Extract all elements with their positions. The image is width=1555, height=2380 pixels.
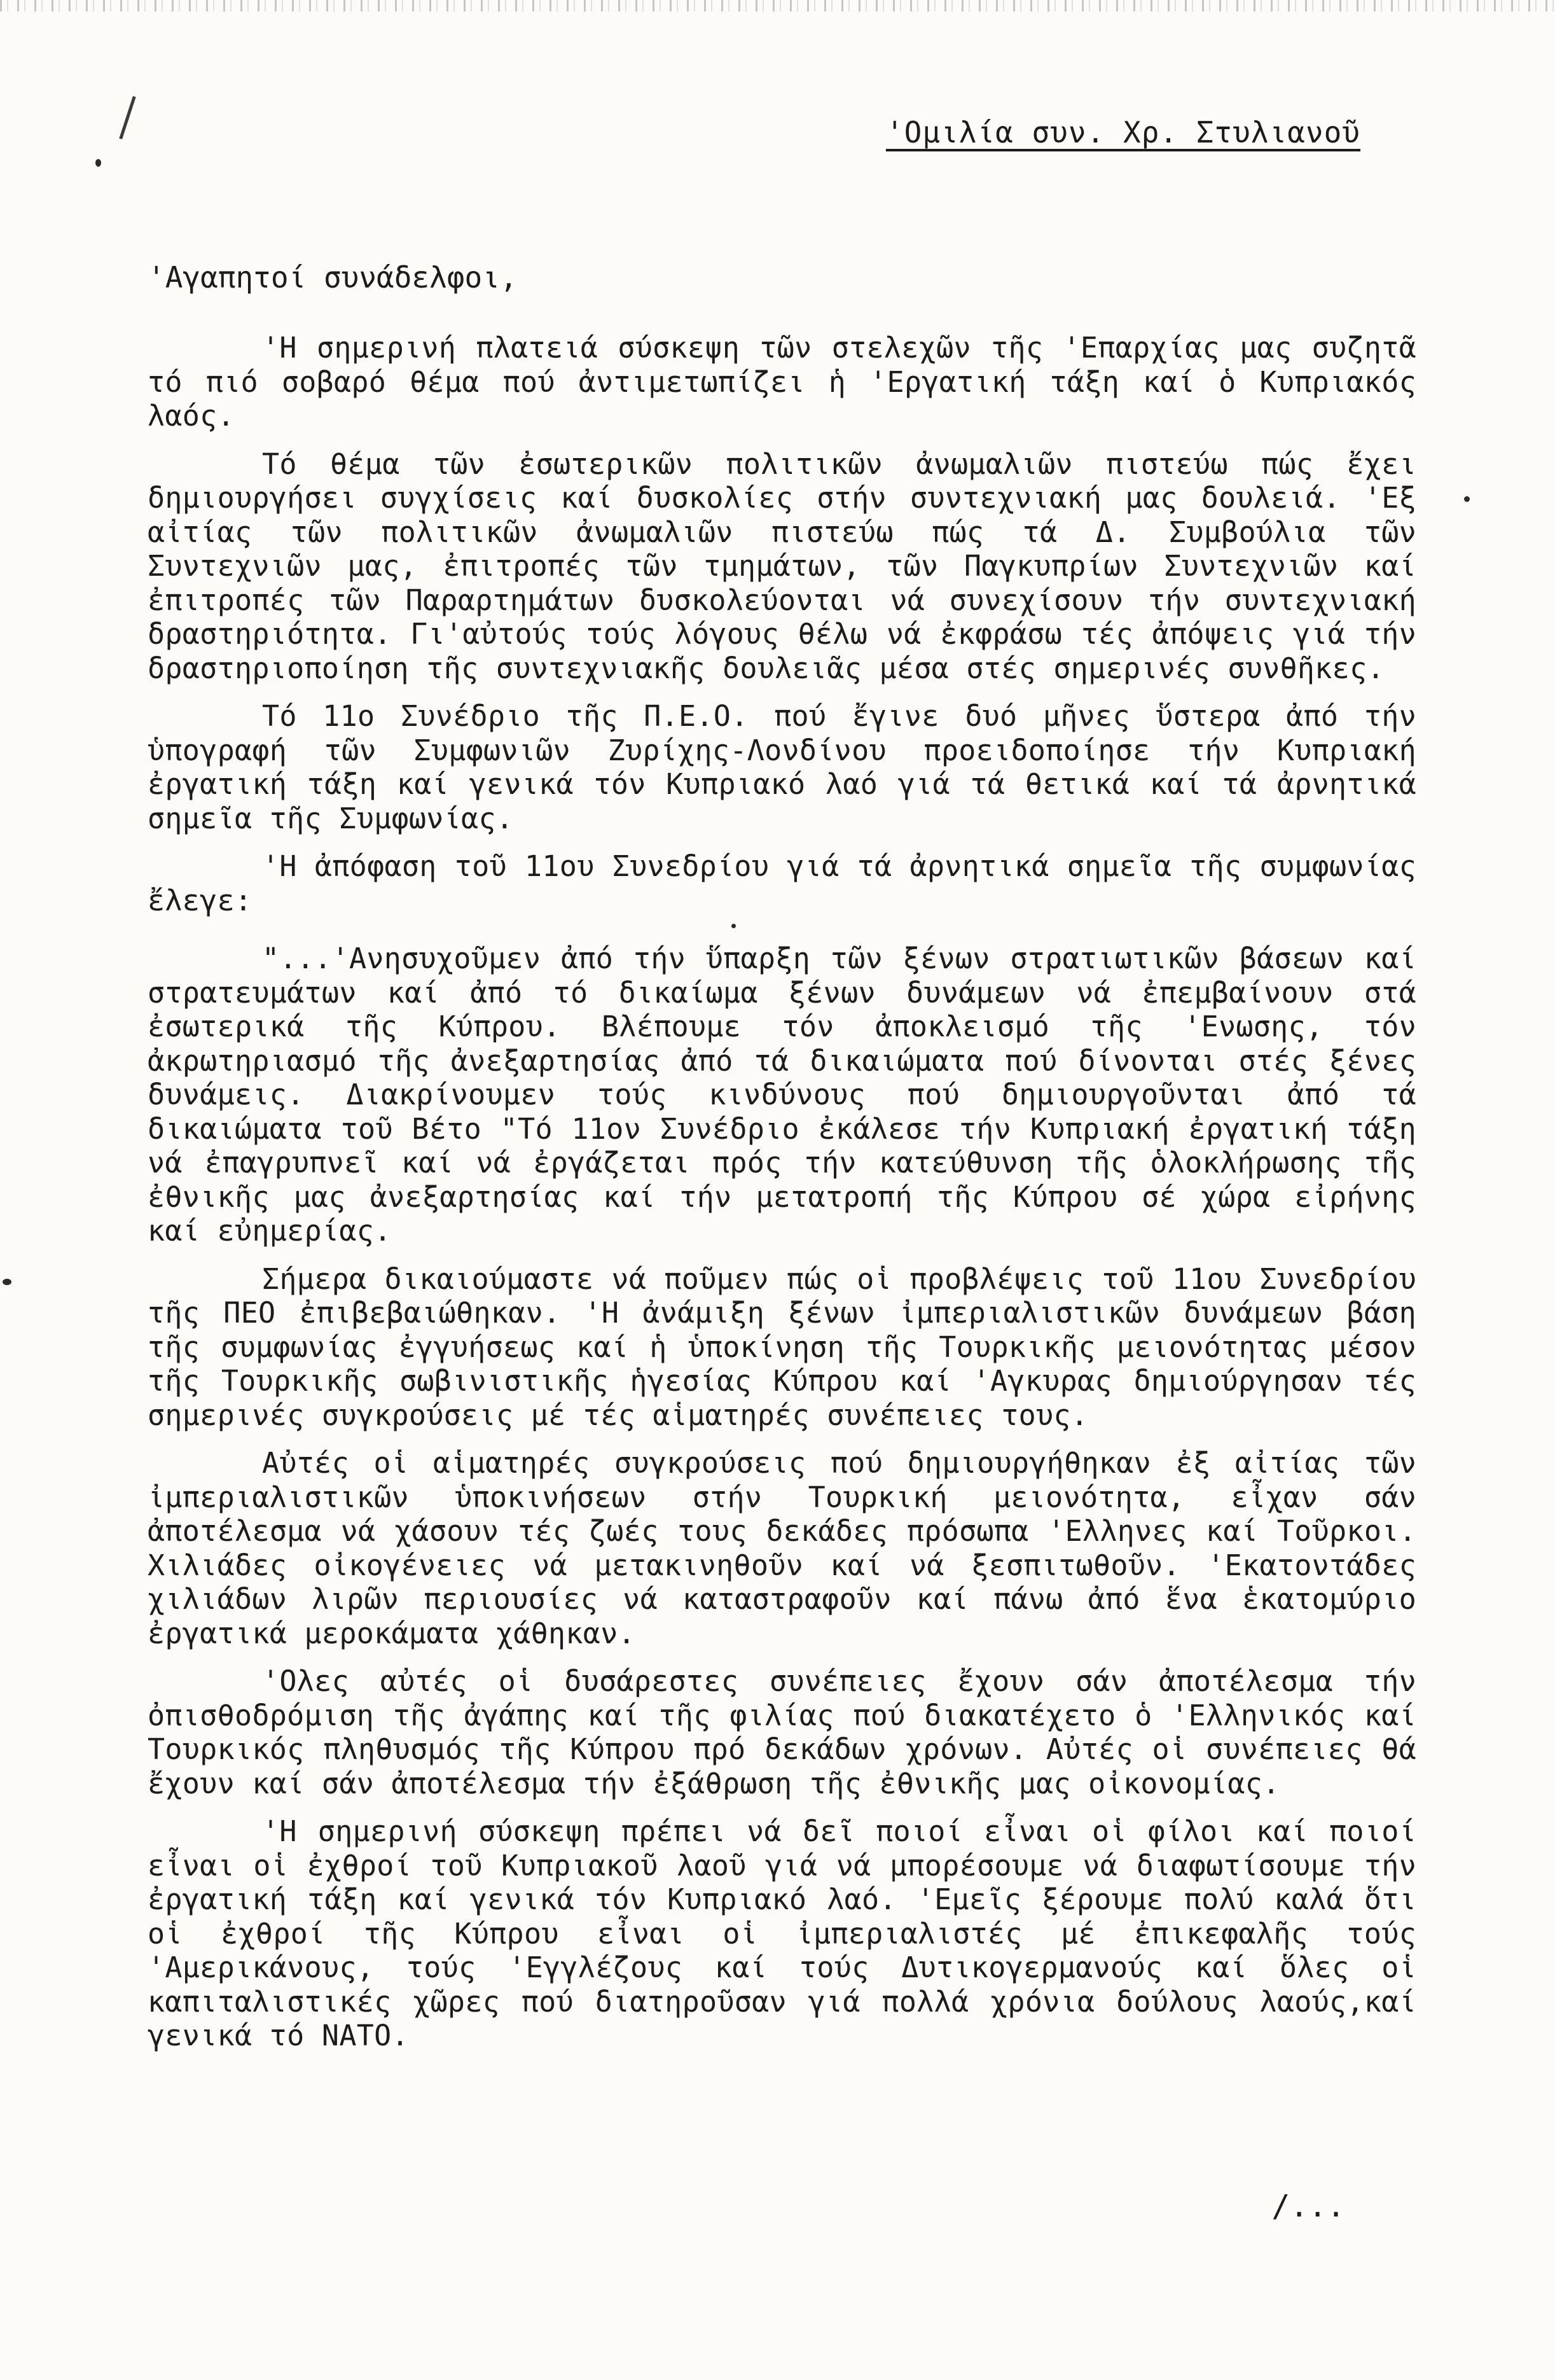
scan-speck — [95, 159, 101, 167]
paragraph-4: 'Η ἀπόφαση τοῦ 11ου Συνεδρίου γιά τά ἀρνητικά σημεῖα τῆς συμφωνίας ἔλεγε: — [148, 849, 1416, 917]
paragraph-9: 'Η σημερινή σύσκεψη πρέπει νά δεῖ ποιοί εἶναι οἱ φίλοι καί ποιοί εἶναι οἱ ἐχθροί τοῦ Κυπριακοῦ λαοῦ γιά νά μπορέσουμε νά διαφωτίσουμε τήν ἐργατική τάξη καί γενικά τόν Κυπριακό λαό. 'Εμεῖς ξέρουμε πολύ καλά ὅτι οἱ ἐχθροί τῆς Κύπρου εἶναι οἱ ἰμπεριαλιστές μέ ἐπικεφαλῆς τούς 'Αμερικάνους, τούς 'Εγγλέζους καί τούς Δυτικογερμανούς καί ὅλες οἱ καπιταλιστικές χῶρες πού διατηροῦσαν γιά πολλά χρόνια δούλους λαούς,καί γενικά τό ΝΑΤΟ. — [148, 1814, 1416, 2052]
paragraph-8: 'Ολες αὐτές οἱ δυσάρεστες συνέπειες ἔχουν σάν ἀποτέλεσμα τήν ὀπισθοδρόμιση τῆς ἀγάπης καί τῆς φιλίας πού διακατέχετο ὁ 'Ελληνικός καί Τουρκικός πληθυσμός τῆς Κύπρου πρό δεκάδων χρόνων. Αὐτές οἱ συνέπειες θά ἔχουν καί σάν ἀποτέλεσμα τήν ἐξάθρωση τῆς ἐθνικῆς μας οἰκονομίας. — [148, 1664, 1416, 1800]
quoted-resolution: "...'Ανησυχοῦμεν ἀπό τήν ὕπαρξη τῶν ξένων στρατιωτικῶν βάσεων καί στρατευμάτων καί ἀπό τό δικαίωμα ξένων δυνάμεων νά ἐπεμβαίνουν στά ἐσωτερικά τῆς Κύπρου. Βλέπουμε τόν ἀποκλεισμό τῆς 'Ενωσης, τόν ἀκρωτηριασμό τῆς ἀνεξαρτησίας ἀπό τά δικαιώματα πού δίνονται στές ξένες δυνάμεις. Διακρίνουμεν τούς κινδύνους πού δημιουργοῦνται ἀπό τά δικαιώματα τοῦ Βέτο "Τό 11ον Συνέδριο ἐκάλεσε τήν Κυπριακή ἐργατική τάξη νά ἐπαγρυπνεῖ καί νά ἐργάζεται πρός τήν κατεύθυνση τῆς ὁλοκλήρωσης τῆς ἐθνικῆς μας ἀνεξαρτησίας καί τήν μετατροπή τῆς Κύπρου σέ χώρα εἰρήνης καί εὐημερίας. — [148, 942, 1416, 1248]
scan-speck — [1464, 496, 1470, 502]
continuation-marker: /... — [1271, 2189, 1345, 2224]
document-body — [148, 331, 1416, 2067]
scan-top-edge — [0, 0, 1555, 11]
paragraph-6: Σήμερα δικαιούμαστε νά ποῦμεν πώς οἱ προβλέψεις τοῦ 11ου Συνεδρίου τῆς ΠΕΟ ἐπιβεβαιώθηκαν. 'Η ἀνάμιξη ξένων ἰμπεριαλιστικῶν δυνάμεων βάση τῆς συμφωνίας ἐγγυήσεως καί ἡ ὑποκίνηση τῆς Τουρκικῆς μειονότητας μέσον τῆς Τουρκικῆς σωβινιστικῆς ἡγεσίας Κύπρου καί 'Αγκυρας δημιούργησαν τές σημερινές συγκρούσεις μέ τές αἱματηρές συνέπειες τους. — [148, 1262, 1416, 1432]
paragraph-2: Τό θέμα τῶν ἐσωτερικῶν πολιτικῶν ἀνωμαλιῶν πιστεύω πώς ἔχει δημιουργήσει συγχίσεις καί δυσκολίες στήν συντεχνιακή μας δουλειά. 'Εξ αἰτίας τῶν πολιτικῶν ἀνωμαλιῶν πιστεύω πώς τά Δ. Συμβούλια τῶν Συντεχνιῶν μας, ἐπιτροπές τῶν τμημάτων, τῶν Παγκυπρίων Συντεχνιῶν καί ἐπιτροπές τῶν Παραρτημάτων δυσκολεύονται νά συνεχίσουν τήν συντεχνιακή δραστηριότητα. Γι'αὐτούς τούς λόγους θέλω νά ἐκφράσω τές ἀπόψεις γιά τήν δραστηριοποίηση τῆς συντεχνιακῆς δουλειᾶς μέσα στές σημερινές συνθῆκες. — [148, 447, 1416, 685]
paragraph-1: 'Η σημερινή πλατειά σύσκεψη τῶν στελεχῶν τῆς 'Επαρχίας μας συζητᾶ τό πιό σοβαρό θέμα πού ἀντιμετωπίζει ἡ 'Εργατική τάξη καί ὁ Κυπριακός λαός. — [148, 331, 1416, 433]
scan-speck — [3, 1279, 11, 1285]
salutation: 'Αγαπητοί συνάδελφοι, — [148, 260, 518, 295]
paragraph-3: Τό 11ο Συνέδριο τῆς Π.Ε.Ο. πού ἔγινε δυό μῆνες ὕστερα ἀπό τήν ὑπογραφή τῶν Συμφωνιῶν Ζυρίχης-Λονδίνου προειδοποίησε τήν Κυπριακή ἐργατική τάξη καί γενικά τόν Κυπριακό λαό γιά τά θετικά καί τά ἀρνητικά σημεῖα τῆς Συμφωνίας. — [148, 699, 1416, 835]
document-title: 'Ομιλία συν. Χρ. Στυλιανοῦ — [885, 115, 1360, 150]
margin-pen-mark — [119, 96, 135, 139]
paragraph-7: Αὐτές οἱ αἱματηρές συγκρούσεις πού δημιουργήθηκαν ἐξ αἰτίας τῶν ἰμπεριαλιστικῶν ὑποκινήσεων στήν Τουρκική μειονότητα, εἶχαν σάν ἀποτέλεσμα νά χάσουν τές ζωές τους δεκάδες πρόσωπα 'Ελληνες καί Τοῦρκοι. Χιλιάδες οἰκογένειες νά μετακινηθοῦν καί νά ξεσπιτωθοῦν. 'Εκατοντάδες χιλιάδων λιρῶν περιουσίες νά καταστραφοῦν καί πάνω ἀπό ἕνα ἑκατομύριο ἐργατικά μεροκάματα χάθηκαν. — [148, 1446, 1416, 1650]
